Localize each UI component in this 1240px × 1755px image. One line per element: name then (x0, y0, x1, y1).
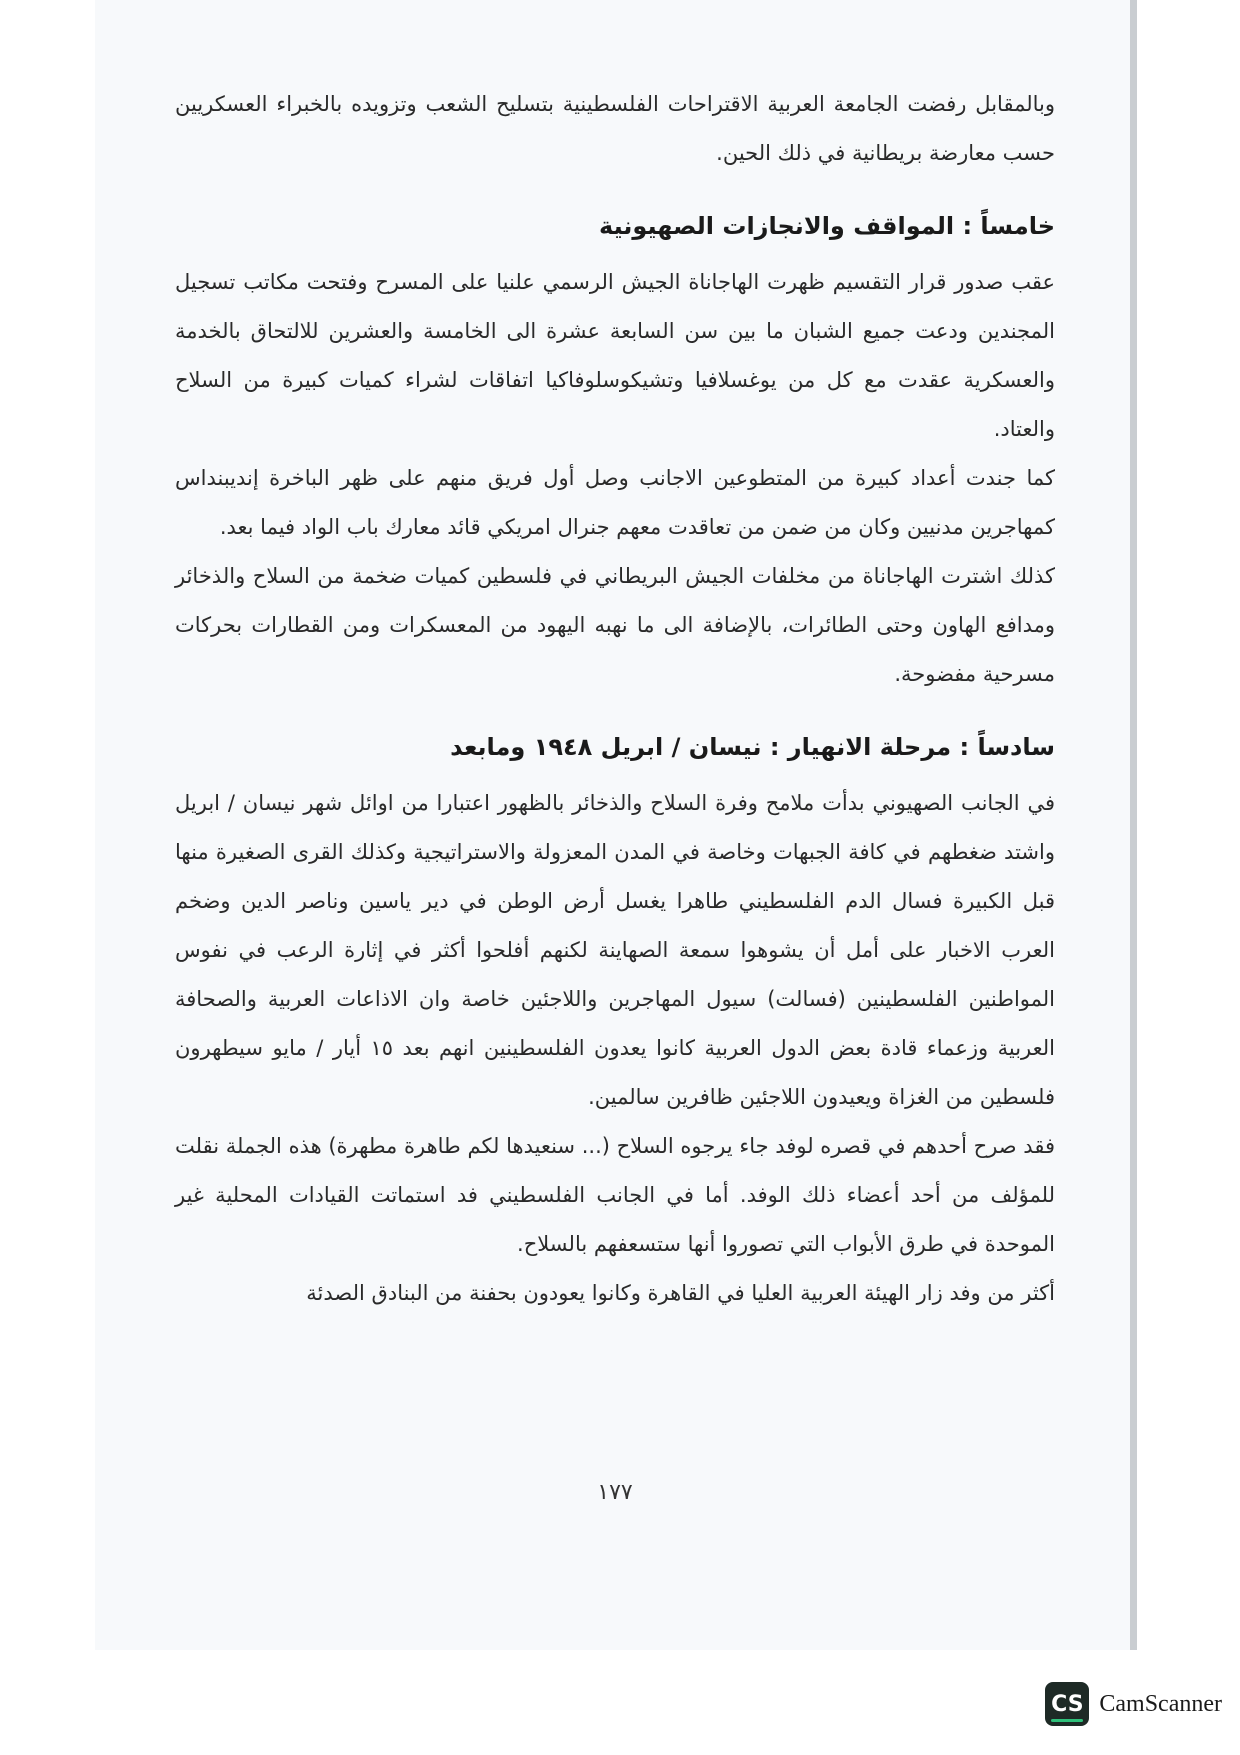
section5-paragraph-3: كذلك اشترت الهاجاناة من مخلفات الجيش البريطاني في فلسطين كميات ضخمة من السلاح والذخائر ومدافع الهاون وحتى الطائرات، بالإضافة الى ما نهبه اليهود من المعسكرات ومن القطارات بحركات مسرحية مفضوحة. (175, 564, 1055, 686)
scanned-page (95, 0, 1135, 1650)
section6-paragraph-2: فقد صرح أحدهم في قصره لوفد جاء يرجوه السلاح (... سنعيدها لكم طاهرة مطهرة) هذه الجملة نقلت للمؤلف من أحد أعضاء ذلك الوفد. أما في الجانب الفلسطيني فد استماتت القيادات المحلية غير الموحدة في طرق الأبواب التي تصوروا أنها ستسعفهم بالسلاح. (175, 1134, 1055, 1256)
page-edge-shadow (1130, 0, 1137, 1650)
page-number: ١٧٧ (597, 1480, 633, 1505)
section6-paragraph-3: أكثر من وفد زار الهيئة العربية العليا في القاهرة وكانوا يعودون بحفنة من البنادق الصدئة (306, 1281, 1055, 1305)
section5-paragraph-2: كما جندت أعداد كبيرة من المتطوعين الاجانب وصل أول فريق منهم على ظهر الباخرة إنديبنداس كمهاجرين مدنيين وكان من ضمن من تعاقدت معهم جنرال امريكي قائد معارك باب الواد فيما بعد. (175, 466, 1055, 539)
section6-paragraph-1: في الجانب الصهيوني بدأت ملامح وفرة السلاح والذخائر بالظهور اعتبارا من اوائل شهر نيسان / ابريل واشتد ضغطهم في كافة الجبهات وخاصة في المدن المعزولة والاستراتيجية وكذلك القرى الصغيرة منها قبل الكبيرة فسال الدم الفلسطيني طاهرا يغسل أرض الوطن في دير ياسين وناصر الدين وضخم العرب الاخبار على أمل أن يشوهوا سمعة الصهاينة لكنهم أفلحوا أكثر في إثارة الرعب في نفوس المواطنين الفلسطينين (فسالت) سيول المهاجرين واللاجئين خاصة وان الاذاعات العربية والصحافة العربية وزعماء قادة بعض الدول العربية كانوا يعدون الفلسطينين انهم بعد ١٥ أيار / مايو سيطهرون فلسطين من الغزاة ويعيدون اللاجئين ظافرين سالمين. (175, 791, 1056, 1109)
section-heading-6: سادساً : مرحلة الانهيار : نيسان / ابريل ١٩٤٨ ومابعد (450, 733, 1055, 761)
camscanner-watermark (1045, 1680, 1222, 1728)
page-body (175, 80, 1055, 1318)
section5-paragraph-1: عقب صدور قرار التقسيم ظهرت الهاجاناة الجيش الرسمي علنيا على المسرح وفتحت مكاتب تسجيل المجندين ودعت جميع الشبان ما بين سن السابعة عشرة الى الخامسة والعشرين للالتحاق بالخدمة والعسكرية عقدت مع كل من يوغسلافيا وتشيكوسلوفاكيا اتفاقات لشراء كميات كبيرة من السلاح والعتاد. (175, 270, 1055, 441)
camscanner-brand-text: CamScanner (1099, 1690, 1222, 1717)
section-heading-5: خامساً : المواقف والانجازات الصهيونية (599, 212, 1055, 240)
intro-paragraph: وبالمقابل رفضت الجامعة العربية الاقتراحات الفلسطينية بتسليح الشعب وتزويده بالخبراء العسكريين حسب معارضة بريطانية في ذلك الحين. (175, 92, 1055, 165)
camscanner-logo-icon: CS (1045, 1682, 1089, 1726)
